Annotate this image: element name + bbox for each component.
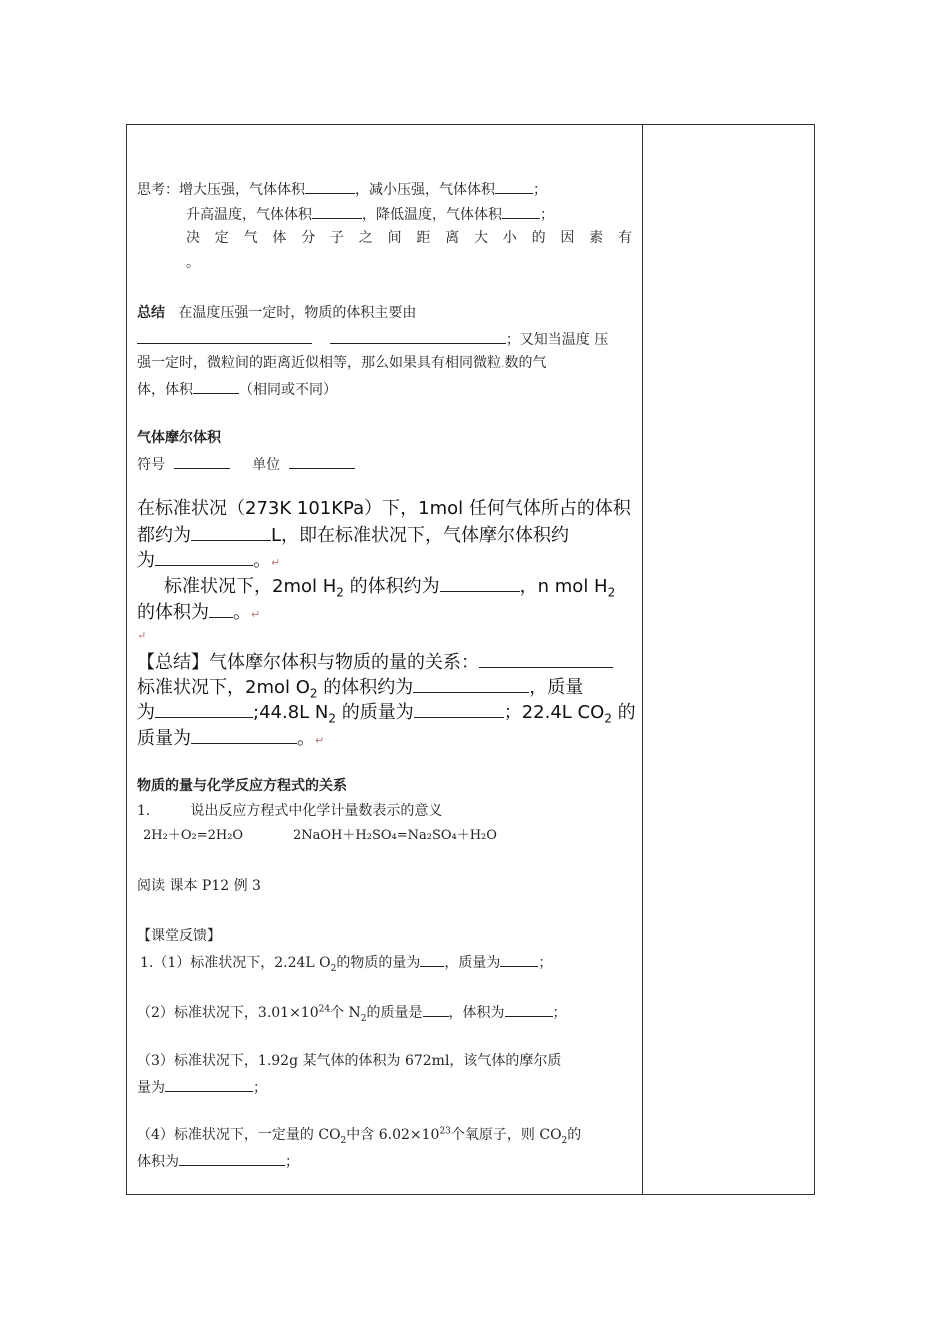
blank[interactable] [155, 547, 253, 566]
blank[interactable] [423, 1001, 449, 1017]
summary-line-3: 强一定时，微粒间的距离近似相等，那么如果具有相同微粒.数的气 [137, 355, 547, 371]
summary2-line-3: 为 ;44.8L $N_2$ 的质量为 ；22.4L $CO_2$ 的 [137, 699, 636, 725]
blank[interactable] [495, 178, 533, 194]
summary-line-1: 总结 在温度压强一定时，物质的体积主要由 [137, 305, 417, 321]
summary2-line-2: 标准状况下，2mol $O_2$ 的体积约为 ，质量 [137, 674, 583, 700]
blank[interactable] [193, 378, 239, 394]
think-line-3: 决 定 气 体 分 子 之 间 距 离 大 小 的 因 素 有 [186, 230, 632, 246]
blank[interactable] [330, 328, 506, 344]
standard-line-1: 在标准状况（273K 101KPa）下，1mol 任何气体所占的体积 [137, 498, 631, 519]
feedback-q3-line-1: （3）标准状况下，1.92g 某气体的体积为 672ml，该气体的摩尔质 [137, 1053, 562, 1069]
blank[interactable] [191, 522, 271, 541]
molar-volume-heading: 气体摩尔体积 [137, 430, 221, 446]
standard-line-3: 为 。↵ [137, 547, 280, 575]
blank[interactable] [209, 599, 233, 618]
standard-line-4: 标准状况下，2mol $H_2$ 的体积约为 ，n mol $H_2$ [164, 573, 615, 599]
think-label: 思考： [137, 182, 179, 198]
reaction-item-1: 1. 说出反应方程式中化学计量数表示的意义 [137, 803, 443, 819]
blank[interactable] [420, 951, 444, 967]
feedback-q1: 1.（1）标准状况下，2.24L $O_2$的物质的量为 ，质量为 ； [140, 951, 552, 973]
reaction-heading: 物质的量与化学反应方程式的关系 [137, 778, 347, 794]
reaction-equation-1: 2H₂＋O₂=2H₂O [143, 828, 244, 843]
think-line-1: 思考：增大压强，气体体积 ，减小压强，气体体积 ； [137, 178, 547, 200]
blank[interactable] [500, 951, 538, 967]
summary2-line-1: 【总结】气体摩尔体积与物质的量的关系： [137, 649, 613, 675]
feedback-q2: （2）标准状况下，$3.01\times 10^{24}$个 $N_2$的质量是 ，体积为 ； [137, 1001, 567, 1023]
blank[interactable] [165, 1076, 253, 1092]
return-mark-line: ↵ [137, 629, 147, 642]
standard-line-5: 的体积为 。↵ [137, 599, 260, 627]
blank[interactable] [179, 1150, 285, 1166]
blank[interactable] [413, 674, 529, 693]
symbol-blank[interactable] [174, 453, 230, 469]
blank[interactable] [479, 649, 613, 668]
feedback-q3-line-2: 量为 ； [137, 1076, 267, 1098]
feedback-heading: 【课堂反馈】 [137, 928, 221, 944]
blank[interactable] [440, 573, 520, 592]
molar-symbol-unit-line: 符号 单位 [137, 453, 355, 475]
blank[interactable] [137, 328, 312, 344]
summary-line-4: 体，体积 （相同或不同） [137, 378, 337, 400]
feedback-q4-line-2: 体积为 ； [137, 1150, 299, 1172]
blank[interactable] [312, 203, 362, 219]
summary-line-2: ；又知当温度 压 [137, 328, 608, 350]
return-mark: ↵ [271, 556, 281, 569]
column-divider [642, 125, 643, 1194]
think-line-2: 升高温度，气体体积 ，降低温度，气体体积 ； [186, 203, 554, 225]
feedback-q4-line-1: （4）标准状况下，一定量的 $CO_2$中含 $6.02\times 10^{23}$个氧原子，则 $CO_2$的 [137, 1126, 582, 1146]
reading-line: 阅读 课本 P12 例 3 [137, 878, 261, 894]
unit-blank[interactable] [289, 453, 355, 469]
blank[interactable] [414, 699, 504, 718]
summary2-line-4: 质量为 。↵ [137, 725, 324, 753]
standard-line-2: 都约为 L，即在标准状况下，气体摩尔体积约 [137, 522, 569, 548]
think-line-4: 。 [186, 255, 200, 271]
summary-label: 总结 [137, 305, 165, 321]
worksheet-table [126, 124, 815, 1195]
blank[interactable] [305, 178, 355, 194]
blank[interactable] [502, 203, 540, 219]
blank[interactable] [191, 725, 297, 744]
blank[interactable] [155, 699, 253, 718]
blank[interactable] [505, 1001, 553, 1017]
reaction-equation-2: 2NaOH＋H₂SO₄=Na₂SO₄＋H₂O [293, 828, 497, 843]
